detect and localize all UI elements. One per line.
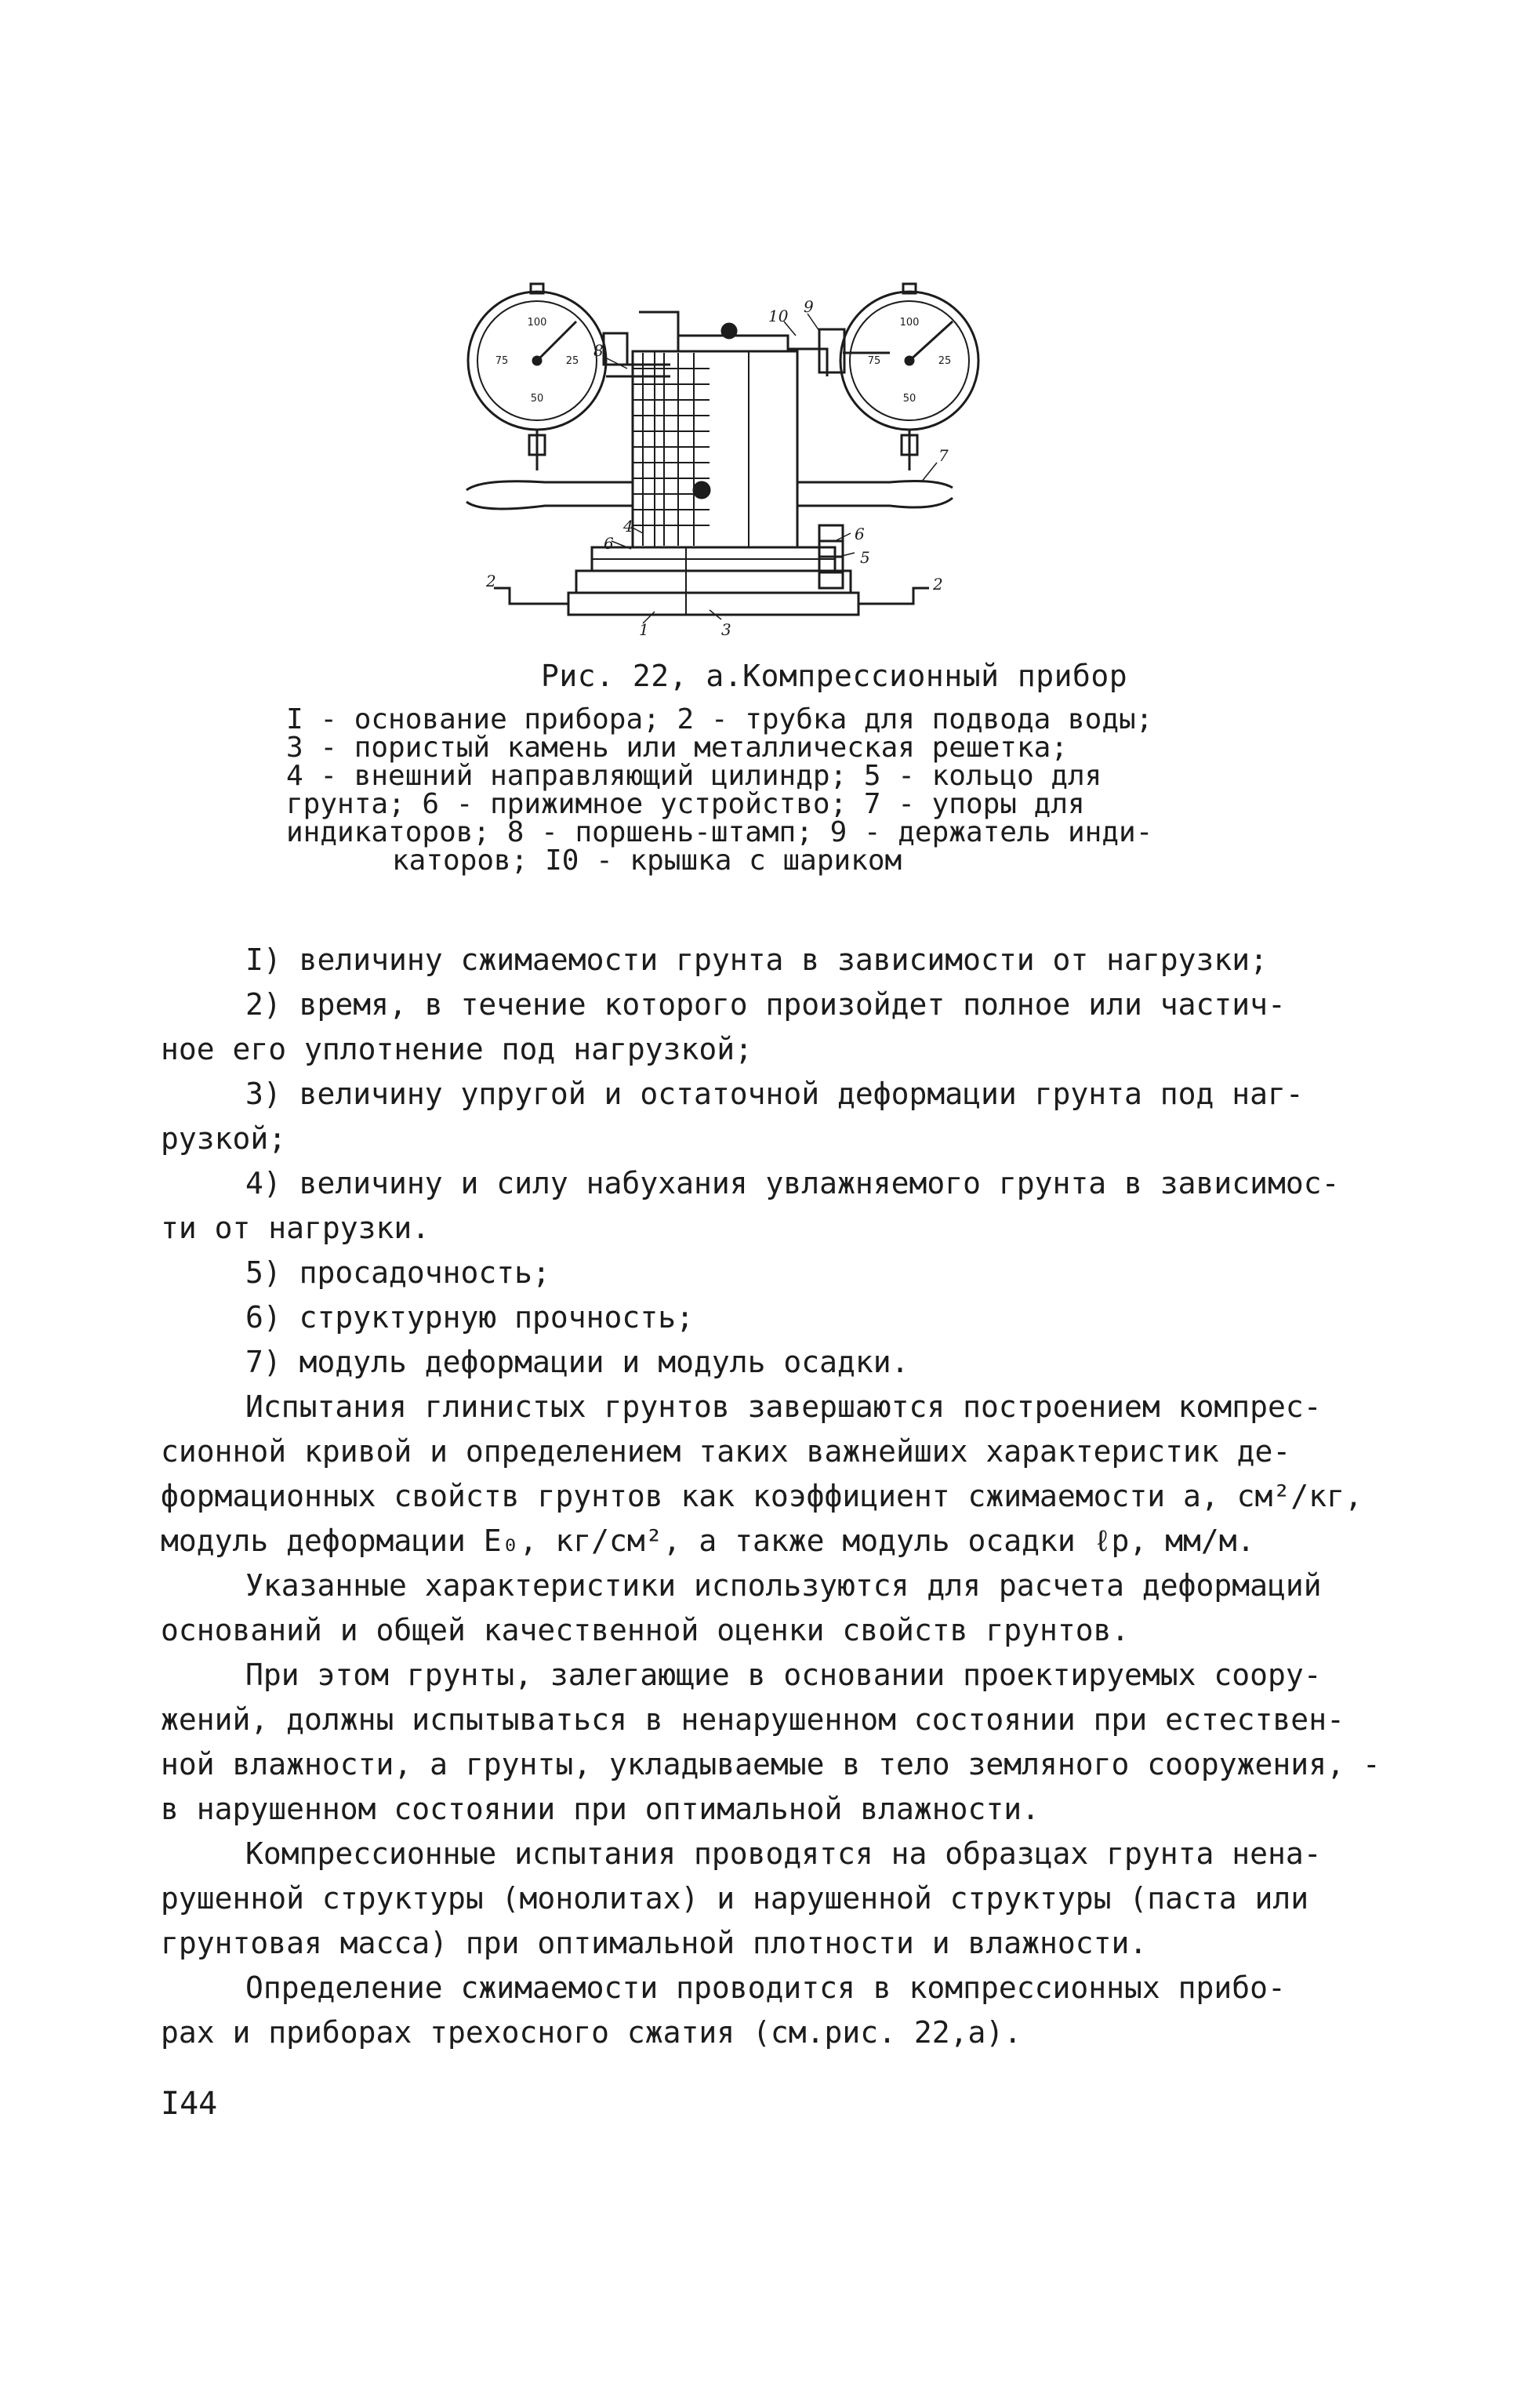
part-label: 10 [768,307,789,325]
compression-device-drawing [451,282,1007,651]
figure-caption-title: Рис. 22, а.Компрессионный прибор [541,659,1128,693]
body-line: в нарушенном состоянии при оптимальной влажности. [161,1792,1040,1826]
right-dial-mark: 50 [902,393,916,405]
body-line: 7) модуль деформации и модуль осадки. [245,1345,909,1379]
right-dial-mark: 25 [938,355,952,367]
body-line: ное его уплотнение под нагрузкой; [161,1032,753,1066]
body-line: сионной кривой и определением таких важнейших характеристик де- [161,1434,1291,1469]
right-dial-mark: 100 [899,317,920,329]
legend-line: грунта; 6 - прижимное устройство; 7 - упоры для [286,788,1085,820]
body-line: рушенной структуры (монолитах) и нарушенной структуры (паста или [161,1881,1309,1916]
legend-line: I - основание прибора; 2 - трубка для подвода воды; [286,703,1153,735]
body-line: Указанные характеристики используются для расчета деформаций [245,1568,1322,1603]
part-label: 1 [639,620,649,639]
right-dial-mark: 75 [867,355,881,367]
compression-device-figure [451,282,1007,651]
body-line: ной влажности, а грунты, укладываемые в тело земляного сооружения, - [161,1747,1381,1781]
part-label: 5 [860,548,870,567]
legend-line: 3 - пористый камень или металлическая решетка; [286,732,1068,764]
body-line: 2) время, в течение которого произойдет полное или частич- [245,987,1286,1022]
body-line: 5) просадочность; [245,1255,550,1290]
body-line: рузкой; [161,1121,287,1156]
left-dial-mark: 50 [530,393,544,405]
left-dial-mark: 25 [565,355,579,367]
legend-line: индикаторов; 8 - поршень-штамп; 9 - держатель инди- [286,816,1153,848]
left-dial-mark: 75 [495,355,509,367]
page-number: I44 [161,2086,218,2122]
body-line: Испытания глинистых грунтов завершаются построением компрес- [245,1389,1322,1424]
body-line: 3) величину упругой и остаточной деформации грунта под наг- [245,1077,1304,1111]
part-label: 8 [593,341,604,360]
body-line: грунтовая масса) при оптимальной плотности и влажности. [161,1926,1148,1960]
part-label: 3 [721,620,731,639]
part-label: 2 [486,572,496,590]
part-label: 4 [623,517,633,536]
left-dial-mark: 100 [527,317,547,329]
part-label: 6 [604,534,614,553]
body-line: Определение сжимаемости проводится в компрессионных прибо- [245,1970,1286,2005]
body-line: жений, должны испытываться в ненарушенном состоянии при естествен- [161,1702,1345,1737]
legend-line: каторов; I0 - крышка с шариком [392,844,902,877]
apparatus-cylinder [633,351,797,547]
body-line: Компрессионные испытания проводятся на образцах грунта нена- [245,1836,1322,1871]
body-line: I) величину сжимаемости грунта в зависимости от нагрузки; [245,942,1268,977]
body-line: модуль деформации E₀, кг/см², а также модуль осадки ℓр, мм/м. [161,1524,1255,1558]
body-line: оснований и общей качественной оценки свойств грунтов. [161,1613,1130,1647]
part-label: 2 [933,575,943,594]
part-label: 6 [855,525,865,543]
body-text [161,938,1431,2055]
body-line: При этом грунты, залегающие в основании проектируемых соору- [245,1658,1322,1692]
body-line: рах и приборах трехосного сжатия (см.рис. 22,а). [161,2015,1022,2050]
part-label: 9 [804,297,814,316]
part-label: 7 [938,446,949,465]
body-line: 4) величину и силу набухания увлажняемого грунта в зависимос- [245,1166,1340,1200]
body-line: ти от нагрузки. [161,1211,430,1245]
body-line: формационных свойств грунтов как коэффициент сжимаемости а, см²/кг, [161,1479,1363,1513]
body-line: 6) структурную прочность; [245,1300,694,1335]
figure-legend [286,703,1243,877]
legend-line: 4 - внешний направляющий цилиндр; 5 - кольцо для [286,760,1102,792]
